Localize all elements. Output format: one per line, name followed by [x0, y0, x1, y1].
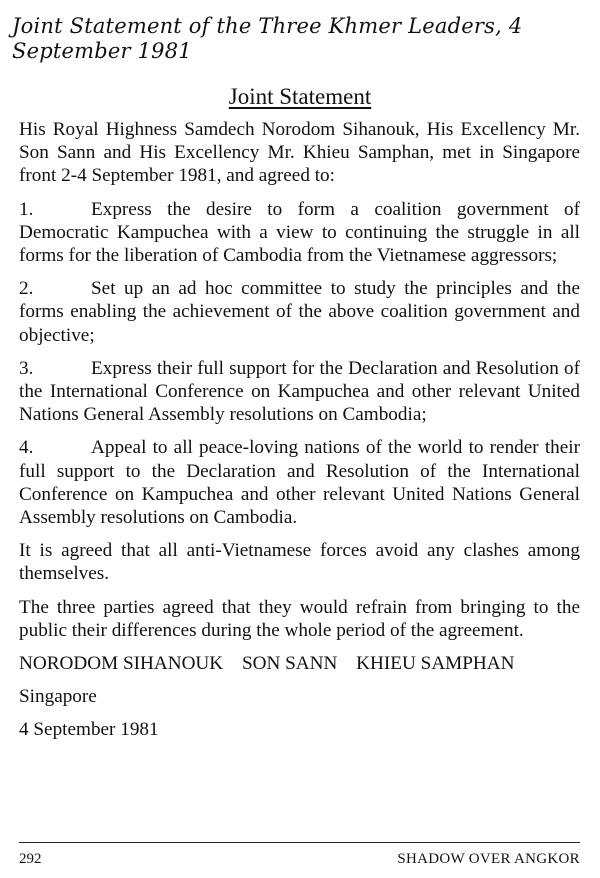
signatory-name: SON SANN: [241, 653, 338, 675]
parties-paragraph: The three parties agreed that they would refrain from bringing to the public their differences during the whole period of the agreement.: [19, 596, 580, 641]
page-number: 292: [19, 851, 42, 867]
list-item: [19, 436, 580, 529]
list-item: [19, 277, 580, 347]
page-footer: [19, 849, 580, 869]
agreed-paragraph: It is agreed that all anti-Vietnamese forces avoid any clashes among themselves.: [19, 540, 580, 585]
document-body: [19, 118, 580, 752]
item-number: 1.: [19, 198, 34, 220]
document-title: [0, 84, 600, 110]
item-number: 3.: [19, 357, 34, 379]
list-item: [19, 357, 580, 427]
item-text: Express the desire to form a coalition government of Democratic Kampuchea with a view to continuing the struggle in all forms for the liberation of Cambodia from the Vietnamese aggressors;: [19, 198, 580, 267]
item-number: 2.: [19, 278, 34, 300]
item-text: Set up an ad hoc committee to study the principles and the forms enabling the achievement of the above coalition government and objective;: [19, 278, 580, 346]
document-title-text: Joint Statement: [228, 84, 372, 109]
header-caption: Joint Statement of the Three Khmer Leaders, 4 September 1981: [12, 14, 523, 63]
list-item: [19, 198, 580, 268]
footer-divider: [19, 842, 580, 843]
signatory-name: NORODOM SIHANOUK: [19, 653, 224, 675]
running-book-title: SHADOW OVER ANGKOR: [397, 851, 580, 867]
signatories-line: [19, 652, 580, 675]
intro-paragraph: His Royal Highness Samdech Norodom Sihanouk, His Excellency Mr. Son Sann and His Excellency Mr. Khieu Samphan, met in Singapore front 2-4 September 1981, and agreed to:: [19, 119, 580, 187]
item-text: Express their full support for the Declaration and Resolution of the International Conference on Kampuchea and other relevant United Nations General Assembly resolutions on Cambodia;: [19, 357, 580, 426]
item-number: 4.: [19, 437, 34, 459]
signing-date: 4 September 1981: [19, 719, 159, 741]
item-text: Appeal to all peace-loving nations of the world to render their full support to the Declaration and Resolution of the International Conference on Kampuchea and other relevant United Nations General Assembly resolutions on Cambodia.: [19, 437, 580, 529]
signatory-name: KHIEU SAMPHAN: [356, 653, 515, 675]
signing-place: Singapore: [19, 686, 97, 708]
